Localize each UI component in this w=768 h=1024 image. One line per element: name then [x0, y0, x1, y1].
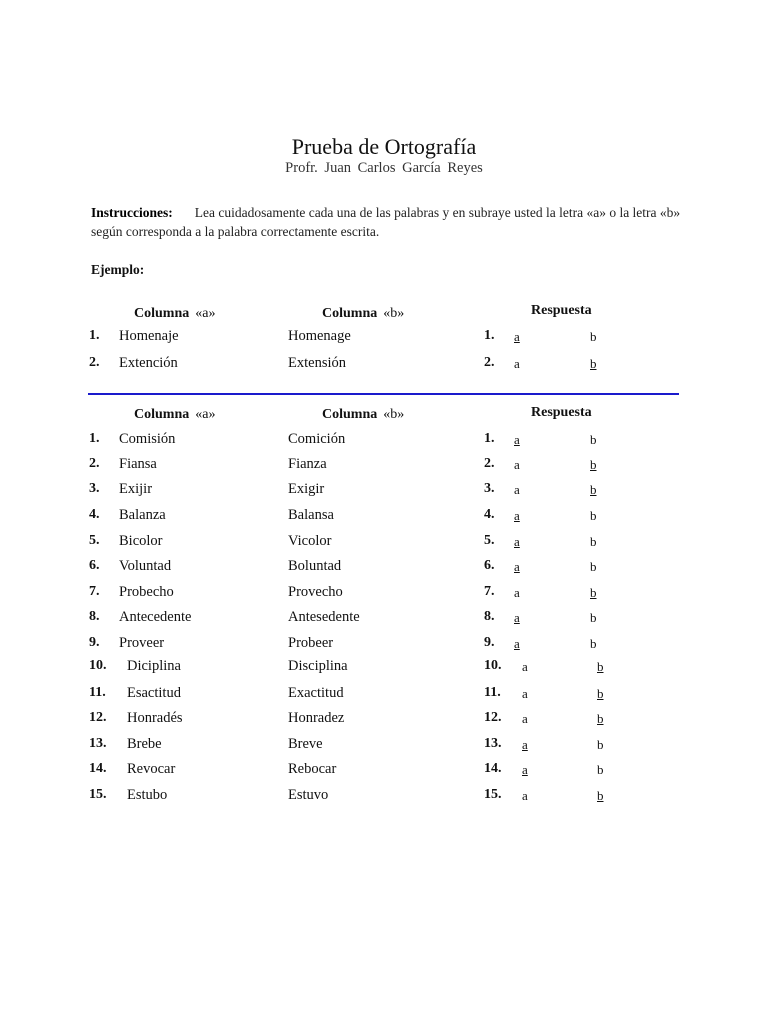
- section-divider: [88, 393, 679, 395]
- option-b[interactable]: b: [590, 432, 597, 447]
- answer-number: 2.: [484, 456, 495, 471]
- option-b[interactable]: b: [597, 659, 604, 674]
- option-b[interactable]: b: [590, 559, 597, 574]
- option-b[interactable]: b: [590, 534, 597, 549]
- page-title: Prueba de Ortografía: [291, 134, 477, 159]
- answer-number: 12.: [484, 710, 502, 725]
- column-b-tag: «b»: [383, 407, 405, 422]
- answer-number: 6.: [484, 558, 495, 573]
- option-b[interactable]: b: [597, 737, 604, 752]
- option-a[interactable]: a: [514, 610, 520, 625]
- item-number: 12.: [89, 710, 107, 725]
- column-a-header: [134, 407, 215, 423]
- option-b[interactable]: b: [590, 610, 597, 625]
- item-number: 11.: [89, 685, 106, 700]
- column-a-tag: «a»: [195, 407, 216, 422]
- column-a-word: Esactitud: [127, 685, 181, 701]
- item-number: 10.: [89, 658, 107, 673]
- option-b[interactable]: b: [590, 585, 597, 600]
- column-b-word: Extensión: [288, 355, 346, 371]
- column-a-word: Columna: [134, 407, 190, 422]
- item-number: 1.: [89, 431, 100, 446]
- column-b-word: Estuvo: [288, 787, 329, 803]
- answer-number: 1.: [484, 328, 495, 343]
- column-b-word: Columna: [322, 407, 378, 422]
- option-b[interactable]: b: [590, 457, 597, 472]
- option-b[interactable]: b: [597, 788, 604, 803]
- column-a-word: Proveer: [119, 635, 165, 651]
- option-a[interactable]: a: [514, 534, 520, 549]
- column-a-word: Homenaje: [119, 328, 179, 344]
- answer-number: 4.: [484, 507, 495, 522]
- column-a-word: Honradés: [127, 710, 183, 726]
- option-a[interactable]: a: [514, 482, 520, 497]
- item-number: 5.: [89, 533, 100, 548]
- column-a-word: Probecho: [119, 584, 174, 600]
- item-number: 1.: [89, 328, 100, 343]
- respuesta-header: Respuesta: [531, 405, 592, 420]
- column-b-word: Boluntad: [288, 558, 342, 574]
- column-b-header: [322, 306, 404, 322]
- item-number: 2.: [89, 355, 100, 370]
- column-a-word: Comisión: [119, 431, 176, 447]
- option-a[interactable]: a: [522, 711, 528, 726]
- column-b-word: Fianza: [288, 456, 327, 472]
- option-b[interactable]: b: [597, 711, 604, 726]
- item-number: 13.: [89, 736, 107, 751]
- option-b[interactable]: b: [590, 508, 597, 523]
- option-a[interactable]: a: [514, 508, 520, 523]
- option-b[interactable]: b: [590, 356, 597, 371]
- item-number: 2.: [89, 456, 100, 471]
- column-a-header: [134, 306, 215, 322]
- column-b-word: Exigir: [288, 481, 325, 497]
- answer-number: 8.: [484, 609, 495, 624]
- column-b-word: Columna: [322, 306, 378, 321]
- column-b-word: Antesedente: [288, 609, 360, 625]
- column-a-word: Revocar: [127, 761, 176, 777]
- answer-number: 11.: [484, 685, 501, 700]
- answer-number: 7.: [484, 584, 495, 599]
- answer-number: 10.: [484, 658, 502, 673]
- column-b-word: Rebocar: [288, 761, 337, 777]
- column-a-word: Bicolor: [119, 533, 163, 549]
- column-a-word: Estubo: [127, 787, 168, 803]
- option-a[interactable]: a: [514, 585, 520, 600]
- option-b[interactable]: b: [590, 329, 597, 344]
- answer-number: 15.: [484, 787, 502, 802]
- item-number: 3.: [89, 481, 100, 496]
- column-a-word: Diciplina: [127, 658, 181, 674]
- item-number: 4.: [89, 507, 100, 522]
- column-a-word: Columna: [134, 306, 190, 321]
- answer-number: 1.: [484, 431, 495, 446]
- option-a[interactable]: a: [522, 686, 528, 701]
- column-b-word: Comición: [288, 431, 346, 447]
- option-a[interactable]: a: [522, 788, 528, 803]
- answer-number: 14.: [484, 761, 502, 776]
- column-b-word: Probeer: [288, 635, 334, 651]
- option-a[interactable]: a: [514, 559, 520, 574]
- author-subtitle: Profr. Juan Carlos García Reyes: [285, 160, 483, 176]
- column-b-word: Vicolor: [288, 533, 332, 549]
- option-b[interactable]: b: [597, 762, 604, 777]
- option-a[interactable]: a: [522, 737, 528, 752]
- column-b-header: [322, 407, 404, 423]
- option-a[interactable]: a: [522, 659, 528, 674]
- option-a[interactable]: a: [514, 356, 520, 371]
- column-a-word: Antecedente: [119, 609, 192, 625]
- column-b-word: Balansa: [288, 507, 334, 523]
- answer-number: 2.: [484, 355, 495, 370]
- item-number: 15.: [89, 787, 107, 802]
- column-b-word: Provecho: [288, 584, 343, 600]
- answer-number: 5.: [484, 533, 495, 548]
- instructions-label: Instrucciones:: [91, 205, 173, 220]
- respuesta-header: Respuesta: [531, 303, 592, 318]
- item-number: 7.: [89, 584, 100, 599]
- answer-number: 13.: [484, 736, 502, 751]
- option-a[interactable]: a: [522, 762, 528, 777]
- option-b[interactable]: b: [590, 482, 597, 497]
- column-a-word: Brebe: [127, 736, 162, 752]
- column-b-word: Exactitud: [288, 685, 344, 701]
- item-number: 14.: [89, 761, 107, 776]
- option-a[interactable]: a: [514, 636, 520, 651]
- option-a[interactable]: a: [514, 432, 520, 447]
- option-a[interactable]: a: [514, 329, 520, 344]
- instructions-text: Lea cuidadosamente cada una de las palabras y en subraye usted la letra «a» o la letra «b» según corresponda a la palabra correctamente escrita.: [91, 205, 681, 239]
- column-a-word: Voluntad: [119, 558, 172, 574]
- column-a-word: Extención: [119, 355, 178, 371]
- column-b-word: Honradez: [288, 710, 345, 726]
- option-b[interactable]: b: [590, 636, 597, 651]
- column-b-word: Disciplina: [288, 658, 348, 674]
- column-a-word: Exijir: [119, 481, 153, 497]
- instructions: [91, 203, 691, 241]
- column-a-tag: «a»: [195, 306, 216, 321]
- item-number: 8.: [89, 609, 100, 624]
- answer-number: 9.: [484, 635, 495, 650]
- column-b-tag: «b»: [383, 306, 405, 321]
- answer-number: 3.: [484, 481, 495, 496]
- example-label: Ejemplo:: [91, 262, 145, 277]
- item-number: 6.: [89, 558, 100, 573]
- column-a-word: Balanza: [119, 507, 166, 523]
- item-number: 9.: [89, 635, 100, 650]
- option-b[interactable]: b: [597, 686, 604, 701]
- option-a[interactable]: a: [514, 457, 520, 472]
- column-b-word: Breve: [288, 736, 323, 752]
- column-a-word: Fiansa: [119, 456, 157, 472]
- column-b-word: Homenage: [288, 328, 351, 344]
